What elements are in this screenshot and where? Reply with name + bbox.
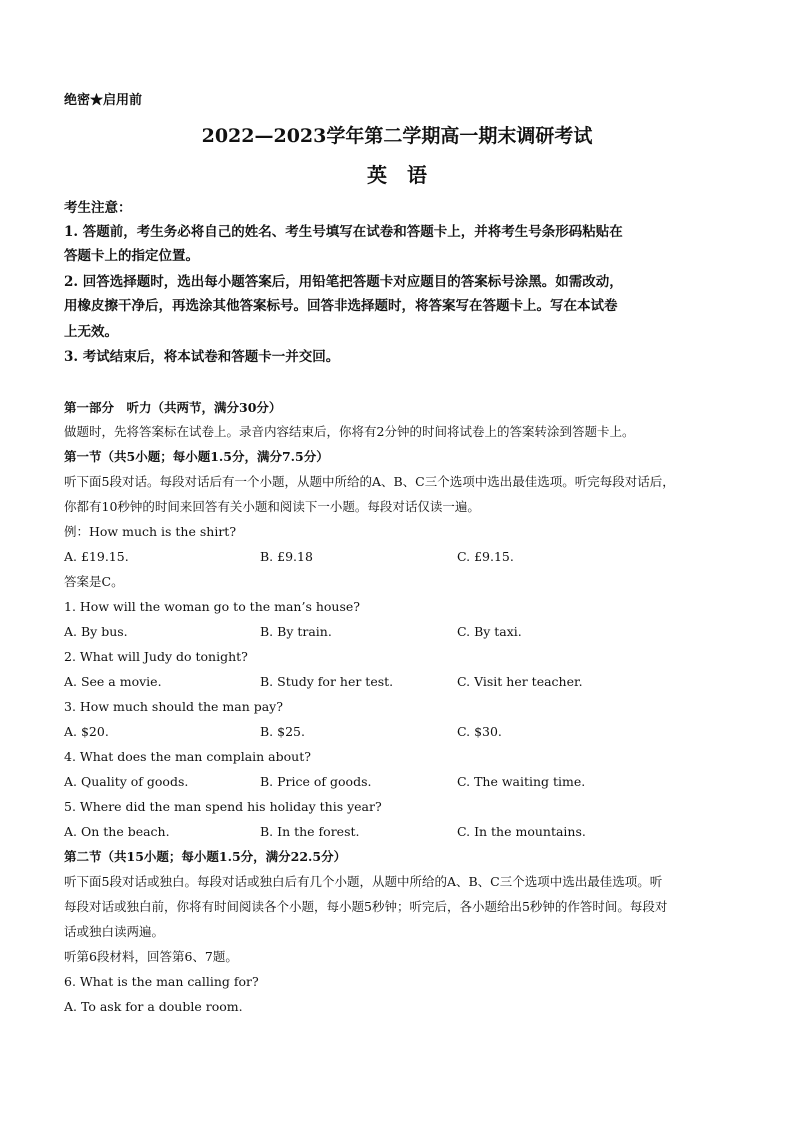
q3-option-c: C. $30. (457, 724, 502, 739)
secret-label: 绝密★启用前 (64, 93, 143, 108)
notice-line: 上无效。 (64, 324, 118, 340)
question-1: 1. How will the woman go to the man’s house? (64, 599, 360, 614)
exam-title: 2022—2023学年第二学期高一期末调研考试 (201, 125, 593, 147)
section2-instruction: 每段对话或独白前，你将有时间阅读各个小题，每小题5秒钟；听完后，各小题给出5秒钟的作答时间。每段对 (64, 899, 668, 914)
notice-heading: 考生注意： (64, 200, 132, 216)
example-question: 例：How much is the shirt? (64, 524, 237, 539)
section2-instruction: 话或独白读两遍。 (64, 924, 165, 939)
q5-option-a: A. On the beach. (64, 824, 170, 839)
section1-heading: 第一节（共5小题；每小题1.5分，满分7.5分） (64, 449, 329, 464)
example-option-b: B. £9.18 (260, 549, 313, 564)
material-note: 听第6段材料，回答第6、7题。 (64, 949, 238, 964)
q5-option-b: B. In the forest. (260, 824, 360, 839)
q6-option-a: A. To ask for a double room. (64, 999, 243, 1014)
section1-instruction: 你都有10秒钟的时间来回答有关小题和阅读下一小题。每段对话仅读一遍。 (64, 499, 480, 514)
q1-option-a: A. By bus. (64, 624, 128, 639)
notice-line: 2. 回答选择题时，选出每小题答案后，用铅笔把答题卡对应题目的答案标号涂黑。如需改动， (64, 274, 623, 290)
part1-heading: 第一部分 听力（共两节，满分30分） (64, 400, 282, 415)
question-3: 3. How much should the man pay? (64, 699, 283, 714)
section2-instruction: 听下面5段对话或独白。每段对话或独白后有几个小题，从题中所给的A、B、C三个选项中选出最佳选项。听 (64, 874, 663, 889)
part1-instruction: 做题时，先将答案标在试卷上。录音内容结束后，你将有2分钟的时间将试卷上的答案转涂到答题卡上。 (64, 424, 635, 439)
q4-option-c: C. The waiting time. (457, 774, 586, 789)
q1-option-c: C. By taxi. (457, 624, 522, 639)
q5-option-c: C. In the mountains. (457, 824, 586, 839)
q2-option-c: C. Visit her teacher. (457, 674, 583, 689)
notice-line: 1. 答题前，考生务必将自己的姓名、考生号填写在试卷和答题卡上，并将考生号条形码粘贴在 (64, 224, 623, 240)
q2-option-a: A. See a movie. (64, 674, 162, 689)
q1-option-b: B. By train. (260, 624, 332, 639)
q2-option-b: B. Study for her test. (260, 674, 394, 689)
question-6: 6. What is the man calling for? (64, 974, 259, 989)
q4-option-b: B. Price of goods. (260, 774, 372, 789)
section2-heading: 第二节（共15小题；每小题1.5分，满分22.5分） (64, 849, 347, 864)
example-option-c: C. £9.15. (457, 549, 514, 564)
example-option-a: A. £19.15. (64, 549, 129, 564)
notice-line: 用橡皮擦干净后，再选涂其他答案标号。回答非选择题时，将答案写在答题卡上。写在本试卷 (64, 298, 618, 314)
subject-title: 英 语 (367, 163, 427, 187)
example-answer: 答案是C。 (64, 574, 124, 589)
q3-option-b: B. $25. (260, 724, 305, 739)
question-4: 4. What does the man complain about? (64, 749, 311, 764)
q3-option-a: A. $20. (64, 724, 109, 739)
q4-option-a: A. Quality of goods. (64, 774, 189, 789)
question-5: 5. Where did the man spend his holiday this year? (64, 799, 382, 814)
question-2: 2. What will Judy do tonight? (64, 649, 248, 664)
notice-line: 3. 考试结束后，将本试卷和答题卡一并交回。 (64, 349, 340, 365)
section1-instruction: 听下面5段对话。每段对话后有一个小题，从题中所给的A、B、C三个选项中选出最佳选项。听完每段对话后， (64, 474, 675, 489)
notice-line: 答题卡上的指定位置。 (64, 248, 199, 264)
